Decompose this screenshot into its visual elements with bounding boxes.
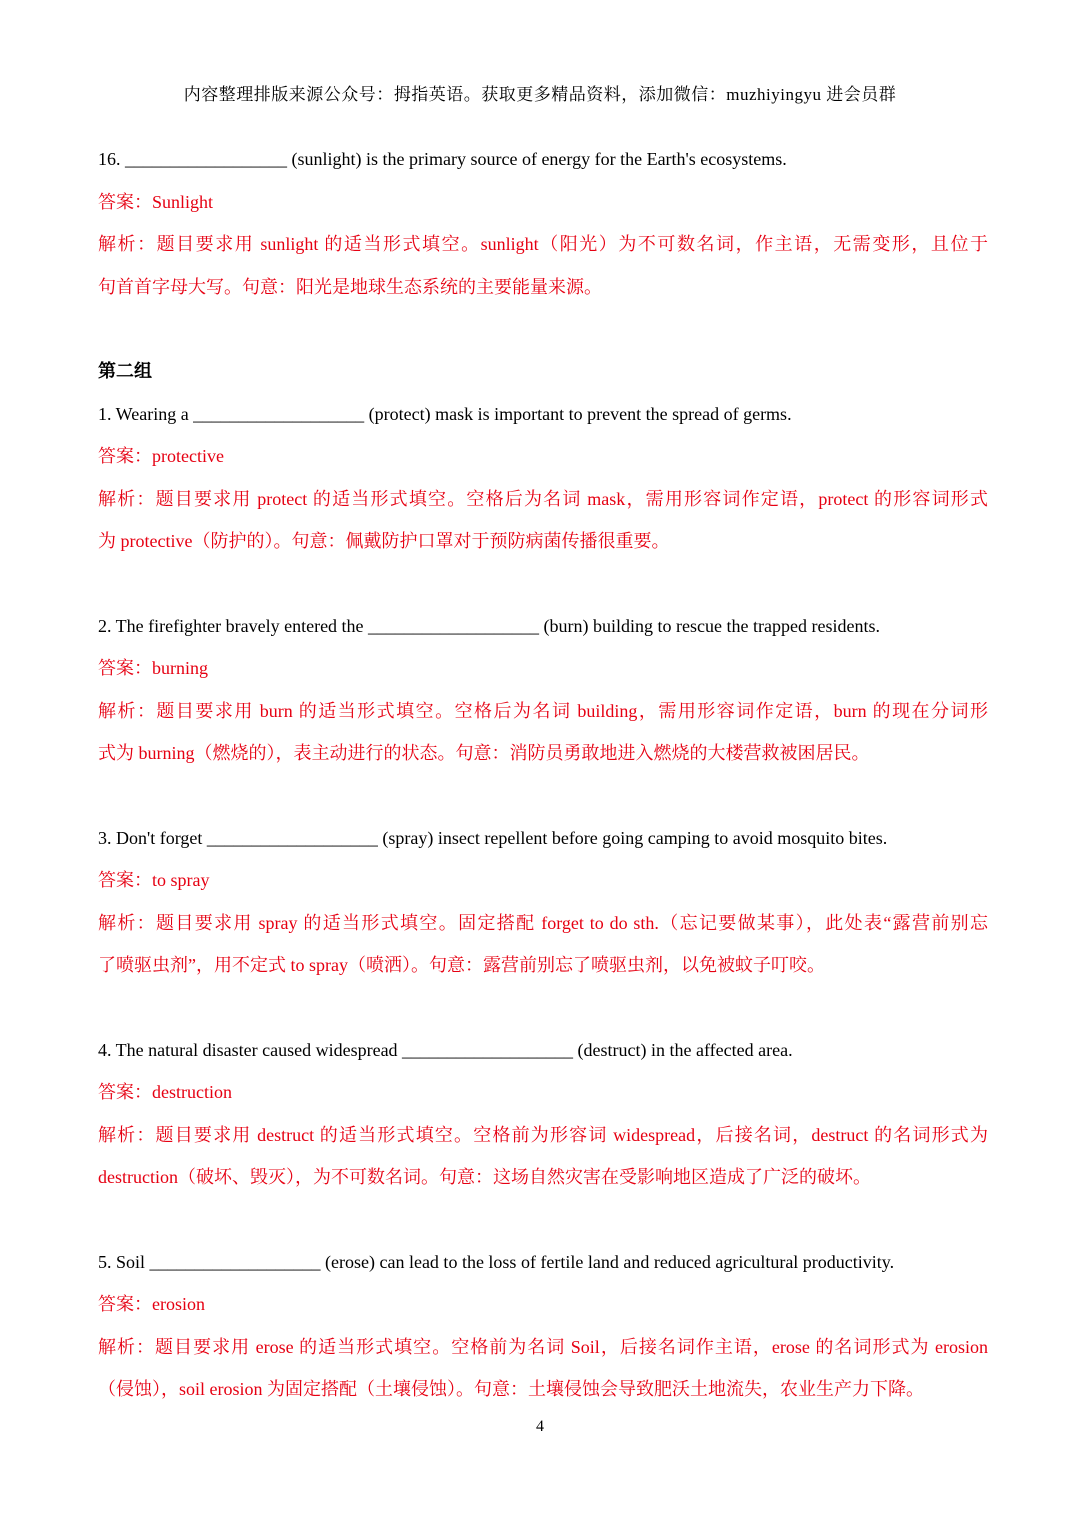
answer-4: 答案：destruction bbox=[98, 1082, 232, 1102]
answer-1: 答案：protective bbox=[98, 446, 224, 466]
page-number: 4 bbox=[536, 1418, 544, 1435]
answer-5: 答案：erosion bbox=[98, 1294, 205, 1314]
spacer bbox=[98, 1199, 988, 1241]
answer-16: 答案：Sunlight bbox=[98, 191, 214, 212]
analysis-3-line-1: 解析：题目要求用 spray 的适当形式填空。固定搭配 forget to do sth.（忘记要做某事），此处表“露营前别忘 bbox=[98, 912, 988, 933]
question-1: 1. Wearing a ___________________ (protect) mask is important to prevent the spread of germs. bbox=[98, 403, 792, 424]
answer-3: 答案：to spray bbox=[98, 870, 210, 890]
analysis-2-line-1: 解析：题目要求用 burn 的适当形式填空。空格后为名词 building，需用形容词作定语，burn 的现在分词形 bbox=[98, 700, 988, 721]
page-content bbox=[98, 138, 988, 1411]
question-16: 16. __________________ (sunlight) is the primary source of energy for the Earth's ecosystems. bbox=[98, 149, 787, 169]
analysis-16-line-2: 句首首字母大写。句意：阳光是地球生态系统的主要能量来源。 bbox=[98, 276, 602, 297]
answer-2: 答案：burning bbox=[98, 658, 208, 678]
analysis-5-line-1: 解析：题目要求用 erose 的适当形式填空。空格前为名词 Soil，后接名词作主语，erose 的名词形式为 erosion bbox=[98, 1336, 988, 1357]
spacer bbox=[98, 563, 988, 605]
question-5: 5. Soil ___________________ (erose) can lead to the loss of fertile land and reduced agricultural productivity. bbox=[98, 1251, 895, 1272]
question-3: 3. Don't forget ___________________ (spray) insect repellent before going camping to avoid mosquito bites. bbox=[98, 827, 888, 848]
section-title: 第二组 bbox=[98, 361, 152, 381]
question-4: 4. The natural disaster caused widespread ___________________ (destruct) in the affected area. bbox=[98, 1039, 793, 1060]
spacer bbox=[98, 308, 988, 350]
page-header: 内容整理排版来源公众号：拇指英语。获取更多精品资料，添加微信：muzhiyingyu 进会员群 bbox=[183, 85, 897, 104]
analysis-4-line-2: destruction（破坏、毁灭），为不可数名词。句意：这场自然灾害在受影响地区造成了广泛的破坏。 bbox=[98, 1167, 871, 1187]
analysis-1-line-1: 解析：题目要求用 protect 的适当形式填空。空格后为名词 mask，需用形容词作定语，protect 的形容词形式 bbox=[98, 488, 988, 509]
spacer bbox=[98, 775, 988, 817]
analysis-5-line-2: （侵蚀），soil erosion 为固定搭配（土壤侵蚀）。句意：土壤侵蚀会导致肥沃土地流失，农业生产力下降。 bbox=[98, 1379, 924, 1399]
spacer bbox=[98, 987, 988, 1029]
analysis-1-line-2: 为 protective（防护的）。句意：佩戴防护口罩对于预防病菌传播很重要。 bbox=[98, 531, 670, 551]
question-2: 2. The firefighter bravely entered the ___________________ (burn) building to rescue the trapped residents. bbox=[98, 615, 880, 636]
analysis-3-line-2: 了喷驱虫剂”，用不定式 to spray（喷洒）。句意：露营前别忘了喷驱虫剂，以免被蚊子叮咬。 bbox=[98, 955, 825, 975]
analysis-2-line-2: 式为 burning（燃烧的），表主动进行的状态。句意：消防员勇敢地进入燃烧的大楼营救被困居民。 bbox=[98, 743, 870, 763]
analysis-4-line-1: 解析：题目要求用 destruct 的适当形式填空。空格前为形容词 widespread，后接名词，destruct 的名词形式为 bbox=[98, 1124, 988, 1145]
analysis-16-line-1: 解析：题目要求用 sunlight 的适当形式填空。sunlight（阳光）为不可数名词，作主语，无需变形，且位于 bbox=[98, 234, 988, 254]
